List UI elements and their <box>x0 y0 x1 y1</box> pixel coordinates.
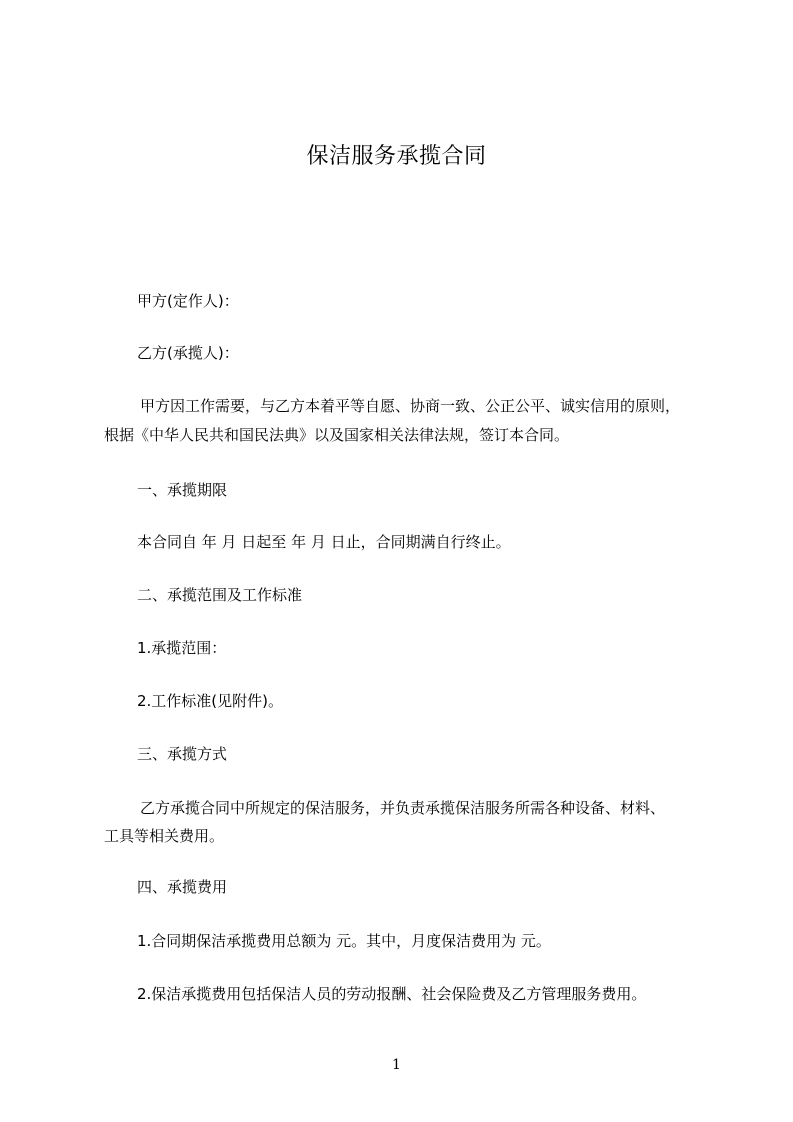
section-4-heading: 四、承揽费用 <box>137 878 228 896</box>
section-1-text: 本合同自 年 月 日起至 年 月 日止，合同期满自行终止。 <box>137 533 511 551</box>
section-2-item-2: 2.工作标准(见附件)。 <box>137 692 284 710</box>
document-title: 保洁服务承揽合同 <box>306 144 487 169</box>
party-b-line: 乙方(承揽人)： <box>137 344 239 362</box>
section-3-heading: 三、承揽方式 <box>137 745 228 763</box>
section-2-heading: 二、承揽范围及工作标准 <box>137 586 303 604</box>
preamble-line-2: 根据《中华人民共和国民法典》以及国家相关法律法规，签订本合同。 <box>104 426 570 444</box>
section-4-item-2: 2.保洁承揽费用包括保洁人员的劳动报酬、社会保险费及乙方管理服务费用。 <box>137 985 647 1003</box>
party-a-line: 甲方(定作人)： <box>137 292 239 310</box>
section-1-heading: 一、承揽期限 <box>137 481 228 499</box>
preamble-line-1: 甲方因工作需要，与乙方本着平等自愿、协商一致、公正公平、诚实信用的原则， <box>140 397 681 415</box>
page-number: 1 <box>392 1057 401 1073</box>
section-3-line-1: 乙方承揽合同中所规定的保洁服务，并负责承揽保洁服务所需各种设备、材料、 <box>140 799 666 817</box>
section-4-item-1: 1.合同期保洁承揽费用总额为 元。其中，月度保洁费用为 元。 <box>137 932 551 950</box>
section-2-item-1: 1.承揽范围： <box>137 639 227 657</box>
section-3-line-2: 工具等相关费用。 <box>104 827 225 845</box>
